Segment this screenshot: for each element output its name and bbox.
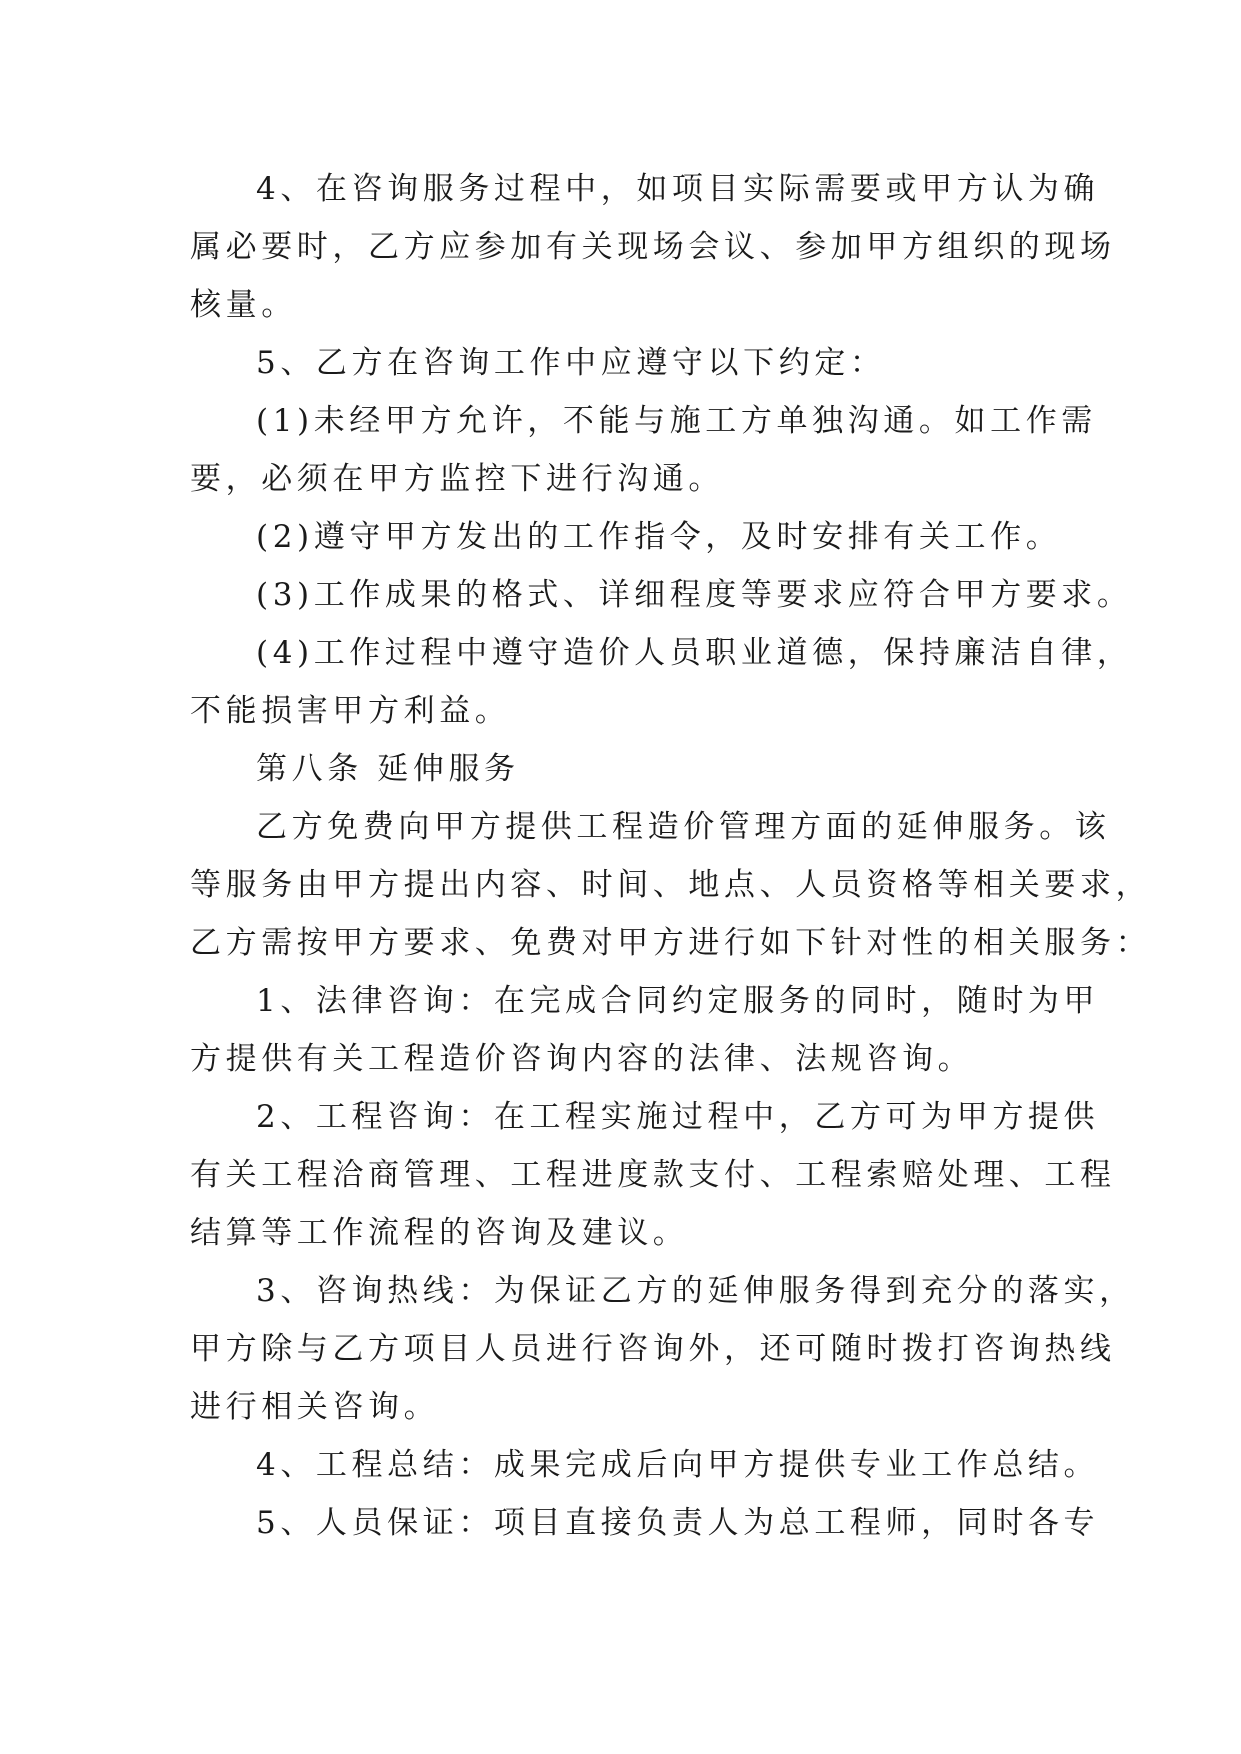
- text-line: (2)遵守甲方发出的工作指令，及时安排有关工作。: [256, 519, 1062, 555]
- document-body: [190, 160, 1152, 1552]
- section-heading: 第八条 延伸服务: [256, 751, 520, 787]
- text-line: 要，必须在甲方监控下进行沟通。: [190, 461, 724, 497]
- text-line: (4)工作过程中遵守造价人员职业道德，保持廉洁自律，: [256, 635, 1133, 671]
- text-line: 乙方需按甲方要求、免费对甲方进行如下针对性的相关服务：: [190, 925, 1152, 961]
- text-line: (3)工作成果的格式、详细程度等要求应符合甲方要求。: [256, 577, 1133, 613]
- text-line: 等服务由甲方提出内容、时间、地点、人员资格等相关要求，: [190, 867, 1152, 903]
- text-line: 5、乙方在咨询工作中应遵守以下约定：: [256, 345, 886, 381]
- text-line: 甲方除与乙方项目人员进行咨询外，还可随时拨打咨询热线: [190, 1331, 1116, 1367]
- text-line: 3、咨询热线：为保证乙方的延伸服务得到充分的落实，: [256, 1273, 1135, 1309]
- text-line: 进行相关咨询。: [190, 1389, 440, 1425]
- text-line: (1)未经甲方允许，不能与施工方单独沟通。如工作需: [256, 403, 1097, 439]
- text-line: 2、工程咨询：在工程实施过程中，乙方可为甲方提供: [256, 1099, 1100, 1135]
- text-line: 有关工程洽商管理、工程进度款支付、工程索赔处理、工程: [190, 1157, 1116, 1193]
- text-line: 结算等工作流程的咨询及建议。: [190, 1215, 689, 1251]
- text-line: 乙方免费向甲方提供工程造价管理方面的延伸服务。该: [256, 809, 1111, 845]
- text-line: 4、在咨询服务过程中，如项目实际需要或甲方认为确: [256, 171, 1100, 207]
- text-line: 1、法律咨询：在完成合同约定服务的同时，随时为甲: [256, 983, 1100, 1019]
- text-line: 5、人员保证：项目直接负责人为总工程师，同时各专: [256, 1505, 1100, 1541]
- text-line: 属必要时，乙方应参加有关现场会议、参加甲方组织的现场: [190, 229, 1116, 265]
- text-line: 不能损害甲方利益。: [190, 693, 511, 729]
- text-line: 4、工程总结：成果完成后向甲方提供专业工作总结。: [256, 1447, 1100, 1483]
- text-line: 方提供有关工程造价咨询内容的法律、法规咨询。: [190, 1041, 974, 1077]
- text-line: 核量。: [190, 287, 297, 323]
